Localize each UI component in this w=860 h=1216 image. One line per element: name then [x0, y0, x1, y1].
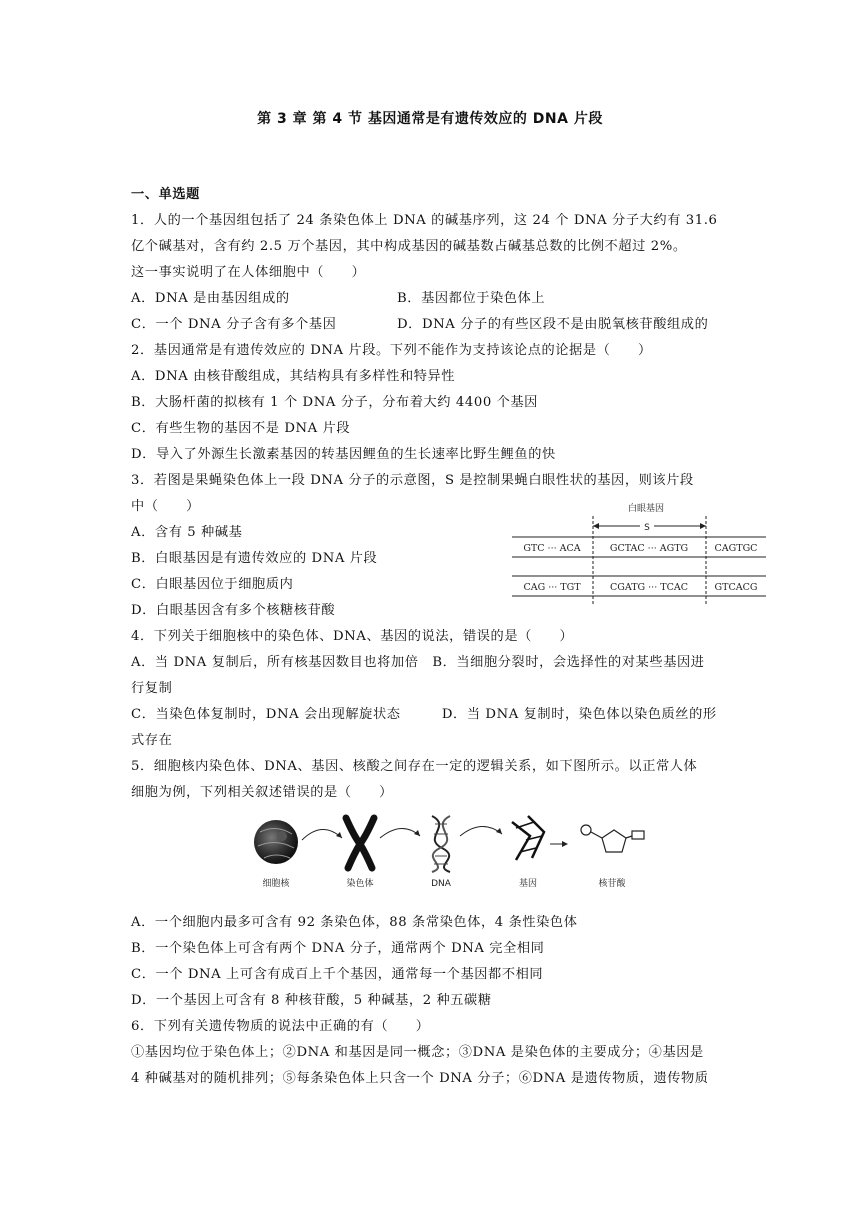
q5-option-a: A．一个细胞内最多可含有 92 条染色体，88 条常染色体，4 条性染色体 [131, 915, 578, 930]
bottom-seq-right: GTCACG [714, 582, 758, 593]
q1-stem-line-3: 这一事实说明了在人体细胞中（ ） [131, 265, 366, 280]
nucleotide-icon [581, 825, 644, 852]
q6-line-2: 4 种碱基对的随机排列；⑤每条染色体上只含一个 DNA 分子；⑥DNA 是遗传物质，遗传物质 [131, 1071, 709, 1086]
white-eye-gene-label: 白眼基因 [627, 504, 665, 514]
q3-option-b: B．白眼基因是有遗传效应的 DNA 片段 [131, 551, 378, 566]
top-seq-gene: GCTAC ··· AGTG [609, 543, 689, 554]
bottom-seq-left: CAG ··· TGT [523, 582, 581, 593]
q2-option-c: C．有些生物的基因不是 DNA 片段 [131, 421, 351, 436]
q1-stem-line-1: 1．人的一个基因组包括了 24 条染色体上 DNA 的碱基序列，这 24 个 DNA 分子大约有 31.6 [131, 213, 718, 228]
label-nucleotide: 核苷酸 [598, 879, 626, 889]
q4-options-cd-line-1: C．当染色体复制时，DNA 会出现解旋状态 D．当 DNA 复制时，染色体以染色质丝的形 [131, 707, 717, 722]
q1-option-b: B．基因都位于染色体上 [397, 291, 546, 306]
dna-helix-icon [432, 816, 450, 872]
q1-option-d: D．DNA 分子的有些区段不是由脱氧核苷酸组成的 [397, 317, 709, 332]
bottom-seq-gene: CGATG ··· TCAC [610, 582, 688, 593]
q6-stem: 6．下列有关遗传物质的说法中正确的有（ ） [131, 1019, 430, 1034]
q4-stem: 4．下列关于细胞核中的染色体、DNA、基因的说法，错误的是（ ） [131, 629, 574, 644]
label-chromosome: 染色体 [346, 879, 374, 889]
section-heading: 一、单选题 [131, 187, 200, 202]
top-seq-left: GTC ··· ACA [523, 543, 581, 554]
q4-options-ab-line-2: 行复制 [131, 681, 173, 696]
q5-stem-line-2: 细胞为例，下列相关叙述错误的是（ ） [131, 785, 393, 800]
q1-option-c: C．一个 DNA 分子含有多个基因 [131, 317, 337, 332]
arrow-left-icon [593, 523, 599, 529]
dna-segment-figure [508, 498, 770, 606]
q5-option-b: B．一个染色体上可含有两个 DNA 分子，通常两个 DNA 完全相同 [131, 941, 545, 956]
nucleus-to-nucleotide-figure [246, 810, 646, 894]
arrow-2-icon [380, 828, 420, 838]
gene-segment-icon [512, 816, 544, 860]
q5-option-d: D．一个基因上可含有 8 种核苷酸，5 种碱基，2 种五碳糖 [131, 993, 492, 1008]
q3-option-d: D．白眼基因含有多个核糖核苷酸 [131, 603, 336, 618]
label-nucleus: 细胞核 [262, 879, 290, 889]
q5-option-c: C．一个 DNA 上可含有成百上千个基因，通常每一个基因都不相同 [131, 967, 544, 982]
q1-stem-line-2: 亿个碱基对，含有约 2.5 万个基因，其中构成基因的碱基数占碱基总数的比例不超过 2%。 [131, 239, 687, 254]
q1-option-a: A．DNA 是由基因组成的 [131, 291, 290, 306]
q3-stem-line-2: 中（ ） [131, 499, 200, 514]
page-title: 第 3 章 第 4 节 基因通常是有遗传效应的 DNA 片段 [257, 111, 603, 127]
q6-line-1: ①基因均位于染色体上；②DNA 和基因是同一概念；③DNA 是染色体的主要成分；④基因是 [131, 1045, 704, 1060]
q5-stem-line-1: 5．细胞核内染色体、DNA、基因、核酸之间存在一定的逻辑关系，如下图所示。以正常人体 [131, 759, 698, 774]
arrow-right-icon [700, 523, 706, 529]
chromosome-icon [346, 818, 374, 868]
arrow-3-icon [460, 826, 502, 836]
q2-option-d: D．导入了外源生长激素基因的转基因鲤鱼的生长速率比野生鲤鱼的快 [131, 447, 556, 462]
s-label: S [644, 523, 650, 533]
q2-stem: 2．基因通常是有遗传效应的 DNA 片段。下列不能作为支持该论点的论据是（ ） [131, 343, 652, 358]
top-seq-right: CAGTGC [714, 543, 758, 554]
q2-option-b: B．大肠杆菌的拟核有 1 个 DNA 分子，分布着大约 4400 个基因 [131, 395, 538, 410]
q4-options-ab-line-1: A．当 DNA 复制后，所有核基因数目也将加倍 B．当细胞分裂时，会选择性的对某些基因进 [131, 655, 705, 670]
q3-stem-line-1: 3．若图是果蝇染色体上一段 DNA 分子的示意图，S 是控制果蝇白眼性状的基因，则该片段 [131, 473, 694, 488]
label-dna: DNA [431, 879, 451, 889]
q2-option-a: A．DNA 由核苷酸组成，其结构具有多样性和特异性 [131, 369, 456, 384]
cell-nucleus-icon [254, 820, 298, 864]
label-gene: 基因 [518, 879, 538, 889]
q3-option-c: C．白眼基因位于细胞质内 [131, 577, 294, 592]
arrow-1-icon [302, 829, 342, 840]
q4-options-cd-line-2: 式存在 [131, 733, 173, 748]
q3-option-a: A．含有 5 种碱基 [131, 525, 243, 540]
